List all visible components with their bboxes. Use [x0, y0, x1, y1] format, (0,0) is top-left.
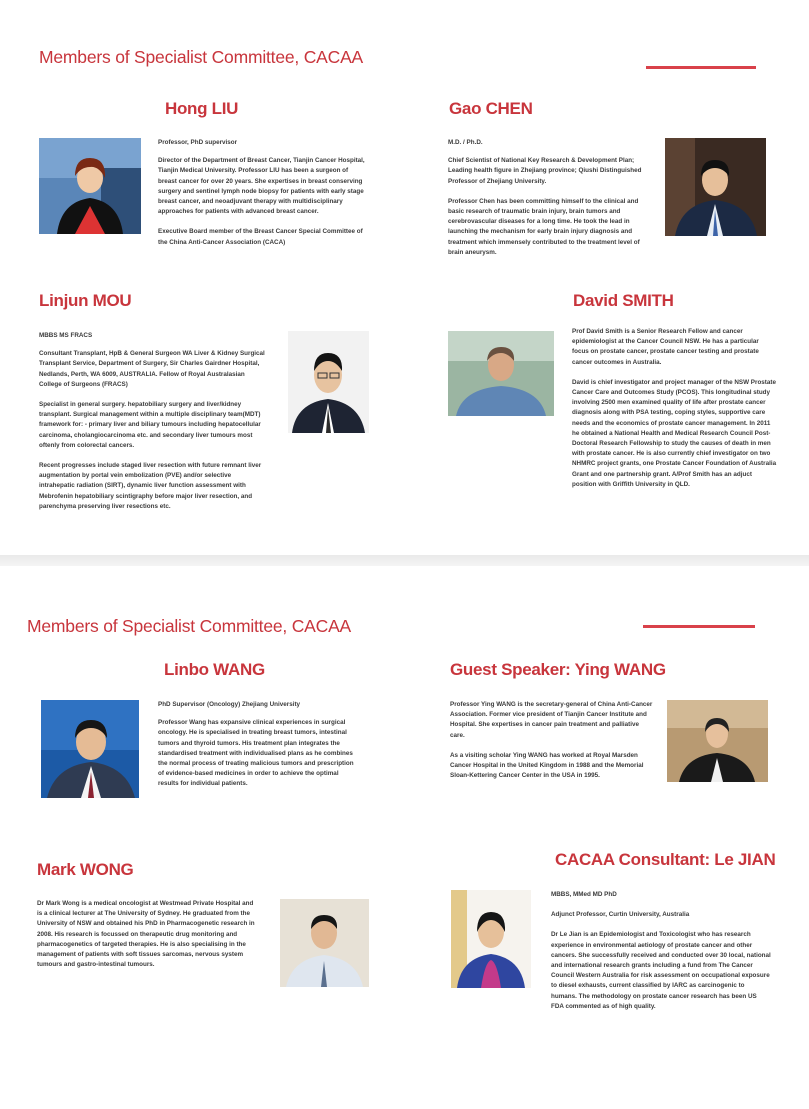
- profile-bio: Chief Scientist of National Key Research & Development Plan; Leading health figure in Zhejiang province; Qiushi Distinguished Professor of Zhejiang University.: [448, 157, 642, 185]
- profile-title: M.D. / Ph.D.: [448, 139, 483, 146]
- profile-bio: Professor Wang has expansive clinical experiences in surgical oncology. He is specialised in treating breast tumors, intestinal tumors and thyroid tumors. His treatment plan integrates the standardised treatment with individualised plans as he combines the normal process of treating malicious tumors and prescription of evidence-based medicines in order to achieve the optimal results for individual patients.: [158, 719, 354, 788]
- portrait-gao-chen: [665, 138, 766, 236]
- accent-line: [643, 625, 755, 628]
- profile-text-david-smith: [572, 327, 777, 500]
- profile-bio: David is chief investigator and project manager of the NSW Prostate Cancer Care and Outcomes Study (PCOS). This longitudinal study involving 2500 men examined quality of life after prostate cancer diagnosis along with PSA testing, coping styles, supportive care needs and the economics of prostate cancer management. In 2011 he obtained a National Health and Medical Research Council Post-Doctoral Research Fellowship to study the causes of death in men with prostate cancer. He is also currently chief investigator on two NHMRC project grants, one Prostate Cancer Foundation of Australia Grant and one partnership grant. A/Prof Smith has an adjuct position with Griffith University in QLD.: [572, 378, 777, 488]
- profile-text-linjun-mou: [39, 331, 265, 522]
- profile-name-linjun-mou: Linjun MOU: [39, 291, 132, 310]
- portrait-ying-wang: [667, 700, 768, 782]
- profile-name-gao-chen: Gao CHEN: [449, 99, 533, 118]
- profile-subtitle: Adjunct Professor, Curtin University, Australia: [551, 911, 690, 919]
- profile-text-hong-liu: [158, 138, 368, 258]
- accent-line: [646, 66, 756, 69]
- profile-text-le-jian: [551, 890, 771, 1022]
- profile-name-le-jian: CACAA Consultant: Le JIAN: [555, 850, 776, 869]
- profile-bio: Recent progresses include staged liver resection with future remnant liver augmentation by portal vein embolization (PVE) and/or selective intrahepatic radiation (SIRT), dynamic liver function assessment with Mebrofenin hepatobiliary scintigraphy before major liver resection, and parenchyma preserving liver resections etc.: [39, 462, 262, 510]
- profile-bio: Dr Le Jian is an Epidemiologist and Toxicologist who has research experience in environmental aetiology of prostate cancer and other cancers. She successfully received and conducted over 30 local, national and international research grants including a fund from The Cancer Council Western Australia for risk assessment on occupational exposure to diesel exhausts, current classified by IARC as carcinogenic to humans. The methodology on prostate cancer research has been US FDA commented as of high quality.: [551, 931, 771, 1010]
- profile-text-gao-chen: [448, 138, 653, 268]
- portrait-hong-liu: [39, 138, 141, 234]
- portrait-mark-wong: [280, 899, 369, 987]
- profile-title: PhD Supervisor (Oncology) Zhejiang University: [158, 701, 301, 708]
- profile-text-ying-wang: [450, 700, 655, 791]
- profile-name-linbo-wang: Linbo WANG: [164, 660, 265, 679]
- brochure-page-2: [0, 566, 809, 1109]
- portrait-le-jian: [451, 890, 531, 988]
- profile-bio: Professor Ying WANG is the secretary-general of China Anti-Cancer Association. Former vice president of Tianjin Cancer Institute and Hospital. She expertises in cancer pain treatment and palliative care.: [450, 701, 653, 739]
- portrait-linjun-mou: [288, 331, 369, 433]
- profile-bio: Consultant Transplant, HpB & General Surgeon WA Liver & Kidney Surgical Transplant Service, Department of Surgery, Sir Charles Gairdner Hospital, Nedlands, Perth, WA 6009, AUSTRALIA. Fellow of Royal Australasian College of Surgeons (FRACS): [39, 350, 265, 388]
- page-separator: [0, 555, 809, 566]
- profile-title: MBBS, MMed MD PhD: [551, 891, 617, 898]
- profile-name-ying-wang: Guest Speaker: Ying WANG: [450, 660, 666, 679]
- profile-bio: Professor Chen has been committing himself to the clinical and basic research of traumatic brain injury, brain tumors and cerebrovascular diseases for a long time. He took the lead in launching the mechanism for early brain injury diagnosis and treatment which immensely contributed to the treatment level of brain aneurysm.: [448, 197, 640, 256]
- section-title: Members of Specialist Committee, CACAA: [39, 47, 364, 67]
- profile-name-david-smith: David SMITH: [573, 291, 674, 310]
- profile-name-hong-liu: Hong LIU: [165, 99, 239, 118]
- profile-text-linbo-wang: [158, 700, 360, 800]
- profile-bio: Specialist in general surgery. hepatobiliary surgery and liver/kidney transplant. Surgical management within a multiple disciplinary team(MDT) framework for: - primary liver and biliary tumours including hepatocellular carcinoma, cholangiocarcinoma etc. and secondary liver tumours most oftenly from colorectal cancers.: [39, 401, 261, 449]
- portrait-david-smith: [448, 331, 554, 416]
- profile-bio: Dr Mark Wong is a medical oncologist at Westmead Private Hospital and is a clinical lecturer at The University of Sydney. He graduated from the University of NSW and obtained his PhD in Pharmacogenetic research in 2008. His research is focussed on therapeutic drug monitoring and pharmacogenetics of targeted therapies. He is also specialising in the management of patients with soft tissues sarcomas, nervous system tumours and gastro-intestinal tumours.: [37, 900, 255, 969]
- profile-bio: Director of the Department of Breast Cancer, Tianjin Cancer Hospital, Tianjin Medical University. Professor LIU has been a surgeon of breast cancer for over 20 years. She expertises in breast conserving surgery and sentinel lymph node biopsy for patients with early stage breast cancer, and neoadjuvant therapy with multidisciplinary approaches for patients with advanced breast cancer.: [158, 157, 365, 216]
- profile-title: MBBS MS FRACS: [39, 332, 93, 339]
- section-title: Members of Specialist Committee, CACAA: [27, 616, 352, 636]
- profile-bio: Prof David Smith is a Senior Research Fellow and cancer epidemiologist at the Cancer Council NSW. He has a particular focus on prostate cancer, prostate cancer testing and prostate cancer outcomes in Australia.: [572, 328, 759, 366]
- profile-bio: Executive Board member of the Breast Cancer Special Committee of the China Anti-Cancer Association (CACA): [158, 228, 363, 246]
- profile-text-mark-wong: [37, 899, 259, 980]
- profile-title: Professor, PhD supervisor: [158, 139, 238, 146]
- profile-name-mark-wong: Mark WONG: [37, 860, 134, 879]
- portrait-linbo-wang: [41, 700, 139, 798]
- profile-bio: As a visiting scholar Ying WANG has worked at Royal Marsden Cancer Hospital in the United Kingdom in 1988 and the Memorial Sloan-Kettering Cancer Center in the USA in 1995.: [450, 751, 644, 780]
